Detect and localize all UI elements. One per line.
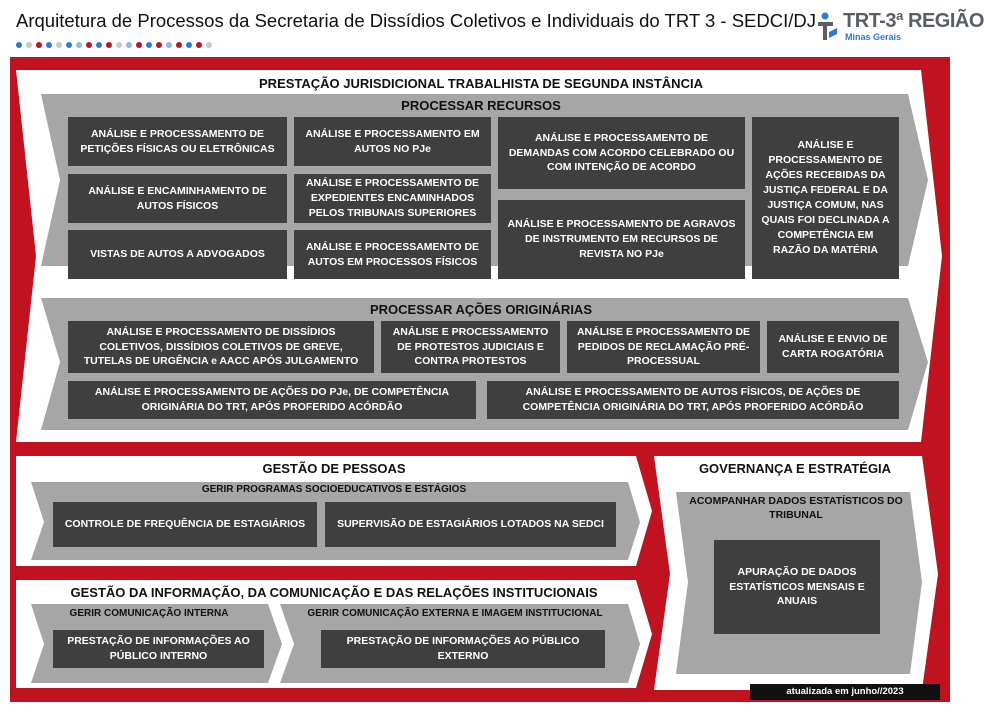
- interna-title: GERIR COMUNICAÇÃO INTERNA: [69, 608, 229, 619]
- process-box: ANÁLISE E ENCAMINHAMENTO DE AUTOS FÍSICOS: [68, 174, 287, 223]
- process-box: ANÁLISE E PROCESSAMENTO EM AUTOS NO PJe: [294, 117, 491, 166]
- externa-title: GERIR COMUNICAÇÃO EXTERNA E IMAGEM INSTITUCIONAL: [307, 608, 603, 619]
- process-box: PRESTAÇÃO DE INFORMAÇÕES AO PÚBLICO INTERNO: [53, 630, 264, 668]
- logo-text: TRT-3ª REGIÃO: [843, 10, 984, 32]
- decorative-dot: [16, 42, 22, 48]
- process-box: ANÁLISE E PROCESSAMENTO DE DEMANDAS COM ACORDO CELEBRADO OU COM INTENÇÃO DE ACORDO: [498, 117, 745, 189]
- decorative-dot: [156, 42, 162, 48]
- process-box: ANÁLISE E PROCESSAMENTO DE AÇÕES DO PJe, DE COMPETÊNCIA ORIGINÁRIA DO TRT, APÓS PROFERIDO ACÓRDÃO: [68, 381, 476, 419]
- process-box: ANÁLISE E ENVIO DE CARTA ROGATÓRIA: [767, 321, 899, 373]
- decorative-dot: [196, 42, 202, 48]
- process-box: ANÁLISE E PROCESSAMENTO DE PROTESTOS JUDICIAIS E CONTRA PROTESTOS: [381, 321, 560, 373]
- decorative-dot: [206, 42, 212, 48]
- decorative-dot: [36, 42, 42, 48]
- process-box: ANÁLISE E PROCESSAMENTO DE AUTOS EM PROCESSOS FÍSICOS: [294, 230, 491, 279]
- decorative-dot: [96, 42, 102, 48]
- page-title: Arquitetura de Processos da Secretaria de Dissídios Coletivos e Individuais do TRT 3 - SEDCI/DJ: [16, 10, 816, 31]
- process-box: ANÁLISE E PROCESSAMENTO DE EXPEDIENTES ENCAMINHADOS PELOS TRIBUNAIS SUPERIORES: [294, 174, 491, 223]
- decorative-dot: [136, 42, 142, 48]
- decorative-dot: [176, 42, 182, 48]
- process-box: ANÁLISE E PROCESSAMENTO DE AÇÕES RECEBIDAS DA JUSTIÇA FEDERAL E DA JUSTIÇA COMUM, NAS QUAIS FOI DECLINADA A COMPETÊNCIA EM RAZÃO DA MATÉRIA: [752, 117, 899, 279]
- process-box: APURAÇÃO DE DADOS ESTATÍSTICOS MENSAIS E ANUAIS: [714, 540, 880, 634]
- informacao-title: GESTÃO DA INFORMAÇÃO, DA COMUNICAÇÃO E DAS RELAÇÕES INSTITUCIONAIS: [70, 585, 598, 600]
- process-box: VISTAS DE AUTOS A ADVOGADOS: [68, 230, 287, 279]
- process-box: ANÁLISE E PROCESSAMENTO DE AUTOS FÍSICOS, DE AÇÕES DE COMPETÊNCIA ORIGINÁRIA DO TRT, APÓS PROFERIDO ACÓRDÃO: [487, 381, 899, 419]
- prestacao-title: PRESTAÇÃO JURISDICIONAL TRABALHISTA DE SEGUNDA INSTÂNCIA: [259, 76, 703, 91]
- updated-badge: atualizada em junho//2023: [750, 684, 940, 700]
- decorative-dot: [66, 42, 72, 48]
- originarias-title: PROCESSAR AÇÕES ORIGINÁRIAS: [370, 302, 592, 317]
- process-box: SUPERVISÃO DE ESTAGIÁRIOS LOTADOS NA SEDCI: [325, 502, 616, 547]
- pessoas-title: GESTÃO DE PESSOAS: [262, 461, 406, 476]
- process-box: ANÁLISE E PROCESSAMENTO DE DISSÍDIOS COLETIVOS, DISSÍDIOS COLETIVOS DE GREVE, TUTELAS DE URGÊNCIA e AACC APÓS JULGAMENTO: [68, 321, 374, 373]
- recursos-title: PROCESSAR RECURSOS: [401, 98, 561, 113]
- decorative-dot: [106, 42, 112, 48]
- decorative-dot: [126, 42, 132, 48]
- decorative-dot: [26, 42, 32, 48]
- process-box: ANÁLISE E PROCESSAMENTO DE AGRAVOS DE INSTRUMENTO EM RECURSOS DE REVISTA NO PJe: [498, 200, 745, 279]
- decorative-dot: [86, 42, 92, 48]
- decorative-dot: [46, 42, 52, 48]
- governanca-subtitle: ACOMPANHAR DADOS ESTATÍSTICOS DO TRIBUNAL: [689, 495, 903, 521]
- process-box: PRESTAÇÃO DE INFORMAÇÕES AO PÚBLICO EXTERNO: [321, 630, 605, 668]
- decorative-dot: [116, 42, 122, 48]
- process-box: ANÁLISE E PROCESSAMENTO DE PETIÇÕES FÍSICAS OU ELETRÔNICAS: [68, 117, 287, 166]
- logo-icon: [815, 10, 841, 44]
- process-box: ANÁLISE E PROCESSAMENTO DE PEDIDOS DE RECLAMAÇÃO PRÉ-PROCESSUAL: [567, 321, 760, 373]
- decorative-dot: [76, 42, 82, 48]
- governanca-title: GOVERNANÇA E ESTRATÉGIA: [698, 461, 892, 476]
- decorative-dots: [16, 42, 212, 48]
- decorative-dot: [166, 42, 172, 48]
- decorative-dot: [186, 42, 192, 48]
- process-box: CONTROLE DE FREQUÊNCIA DE ESTAGIÁRIOS: [53, 502, 317, 547]
- pessoas-subtitle: GERIR PROGRAMAS SOCIOEDUCATIVOS E ESTÁGIOS: [201, 484, 467, 495]
- decorative-dot: [56, 42, 62, 48]
- logo-subtitle: Minas Gerais: [845, 32, 902, 42]
- decorative-dot: [146, 42, 152, 48]
